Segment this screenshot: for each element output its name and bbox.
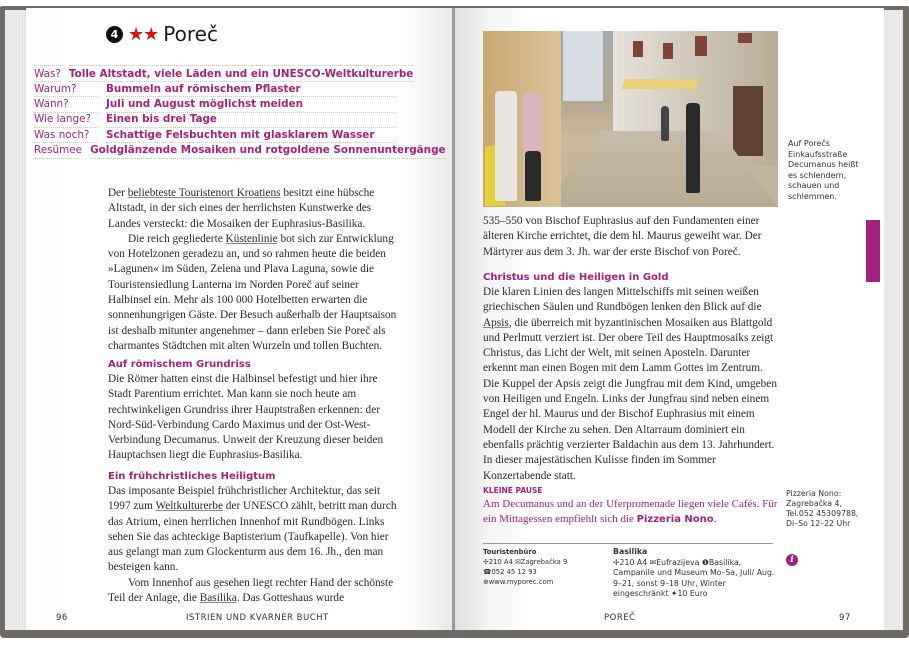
photo-person [495, 91, 517, 201]
text: . [713, 512, 717, 525]
info-title: Basilika [613, 547, 648, 556]
page-title [106, 22, 218, 46]
fact-label: Was noch? [34, 127, 98, 143]
fact-row [34, 66, 414, 81]
text: der UNESCO zählt, betritt man durch das Atrium, einen herrlichen Innenhof mit Rundbögen. Links sehen Sie das achteckige Baptisterium (Taufkapelle). Von hier aus gelangt man zum Glockenturm aus dem 16. Jh., den man besteigen kann. [108, 500, 397, 574]
info-icon: i [786, 554, 798, 566]
text: Die klaren Linien des langen Mittelschiffs mit seinen weißen griechischen Säulen und Rundbögen lenken den Blick auf die [483, 286, 762, 314]
page-edges-left [5, 10, 27, 630]
text: , die überreich mit byzantinischen Mosaiken aus Blattgold und Perlmutt verziert ist. Der obere Teil des Hauptmosaiks zeigt Christus, das Licht der Welt, mit seinen Aposteln. Darunter erkennt man einen Bogen mit dem Lamm Gottes im Zentrum. Die Kuppel der Apsis zeigt die Jungfrau mit dem Kind, umgeben von Heiligen und Engeln. Links der Jungfrau sind neben einem Engel der hl. Maurus und der Bischof Euphrasius mit einem Modell der Kirche zu sehen. Den Altarraum dominiert ein ebenfalls prächtig verzierter Baldachin aus dem 13. Jahrhundert. In dieser majestätischen Kulisse finden im Sommer Konzertabende statt. [483, 316, 777, 482]
info-line: ✢210 A4 ✉Eufrazijeva ❶Basilika, Campanile und Museum Mo–Sa, Juli/ Aug. 9–21, sonst 9–18 Uhr, Winter eingeschränkt ✦10 Euro [613, 557, 775, 598]
fact-row [34, 112, 396, 127]
info-line: Di–So 12–22 Uhr [786, 519, 851, 528]
photo-caption: Auf Porečs Einkaufsstraße Decumanus heißt es schlendern, schauen und schlemmen. [788, 139, 859, 201]
pause-highlight: Pizzeria Nono [636, 513, 714, 525]
photo-person [686, 103, 700, 193]
section-paragraph-2 [108, 576, 398, 607]
section-paragraph: Die Römer hatten einst die Halbinsel befestigt und hier ihre Stadt Parentium errichtet. Man kann sie noch heute am rechtwinkeligen Grundriss ihrer Hauptstraßen erkennen: der Nord-Süd-Verbindung Cardo Maximus und der Ost-West-Verbindung Decumanus. Unweit der Kreuzung dieser beiden Hauptachsen liegt die Euphrasius-Basilika. [108, 373, 384, 462]
kleine-pause-box [483, 486, 778, 527]
fact-value: Bummeln auf römischem Pflaster [106, 81, 396, 97]
number-badge: 4 [106, 26, 123, 43]
text: . Das Gotteshaus wurde [236, 592, 345, 605]
photo-window [633, 41, 643, 57]
info-line: ☎052 45 12 93 ⊕www.myporec.com [483, 568, 554, 586]
section-paragraph [483, 285, 778, 484]
fact-row [34, 143, 446, 158]
pause-text [483, 497, 778, 527]
street-photo [483, 31, 778, 207]
fact-value: Einen bis drei Tage [106, 112, 396, 128]
pizzeria-info [786, 489, 876, 529]
book-gutter [452, 8, 455, 630]
fact-value: Juli und August möglichst meiden [106, 96, 396, 112]
fact-value: Tolle Altstadt, viele Läden und ein UNESCO-Weltkulturerbe [69, 65, 413, 82]
running-head-right: POREČ [604, 613, 636, 623]
quick-facts-table [34, 66, 446, 158]
section-early-christian [108, 470, 398, 606]
page-number-left: 96 [56, 613, 68, 623]
photo-person [661, 106, 669, 141]
glossary-link[interactable]: Basilika [199, 592, 237, 605]
tourist-office-info [483, 547, 603, 587]
fact-row [34, 81, 396, 96]
glossary-link[interactable]: Weltkulturerbe [155, 500, 223, 513]
photo-door [733, 86, 763, 156]
fact-label: Wie lange? [34, 112, 98, 128]
text: Am Decumanus und an der Uferpromenade liegen viele Cafés. Für ein Mittagessen empfiehlt sich die [483, 498, 778, 525]
continued-text: 535–550 von Bischof Euphrasius auf den Fundamenten einer älteren Kirche errichtet, die dem hl. Maurus geweiht war. Der Märtyrer aus dem 3. Jh. war der erste Bischof von Poreč. [483, 215, 762, 258]
glossary-link[interactable]: beliebteste Touristenort Kroatiens [127, 187, 281, 199]
section-heading: Auf römischem Grundriss [108, 359, 251, 370]
text: bot sich zur Entwicklung von Hotelzonen geradezu an, und so rahmen heute die beiden »Lagunen« im Süden, Zelena und Plava Laguna, sowie die Touristensiedlung Lanterna im Norden Poreč auf seiner Halbinsel ein. Mehr als 100 000 Hotelbetten erwarten die sonnenhungrigen Gäste. Der Besuch außerhalb der Hauptsaison ist deshalb mitunter angenehmer – dann erleben Sie Poreč als charmantes Städtchen mit alten Wurzeln und tollen Buchten. [108, 232, 397, 352]
fact-value: Schattige Felsbuchten mit glasklarem Wasser [106, 127, 396, 143]
info-line: Tel.052 45309788, [786, 509, 859, 518]
photo-awning [621, 79, 700, 89]
page-edges-right [882, 10, 903, 630]
text: Der [108, 187, 128, 199]
intro-paragraph-2 [108, 232, 398, 354]
photo-person [525, 151, 541, 201]
star-rating-icon: ★★ [128, 23, 159, 45]
glossary-link[interactable]: Apsis [483, 316, 509, 329]
section-mosaics [483, 271, 778, 484]
text: Die reich gegliederte [128, 232, 226, 245]
page-number-right: 97 [839, 613, 851, 623]
fact-label: Was? [34, 65, 61, 82]
photo-sky [563, 31, 603, 101]
fact-row [34, 97, 396, 112]
text: besitzt eine hübsche Altstadt, in der sich eines der herrlichsten Kunstwerke des Landes versteckt: die Mosaiken der Euphrasius-Basilika. [108, 187, 375, 230]
intro-text [108, 186, 398, 354]
photo-window [663, 43, 673, 59]
photo-window [695, 36, 707, 56]
info-line: Pizzeria Nono: [786, 489, 842, 498]
section-roman-grid [108, 358, 398, 464]
glossary-link[interactable]: Küstenlinie [225, 232, 278, 245]
fact-label: Resümee [34, 142, 82, 158]
chapter-tab-marker [866, 220, 880, 282]
title-text: Poreč [163, 22, 218, 46]
info-title: Touristenbüro [483, 548, 537, 556]
pause-label: KLEINE PAUSE [483, 486, 543, 495]
section-heading: Christus und die Heiligen in Gold [483, 272, 669, 283]
text: Vom Innenhof aus gesehen liegt rechter Hand der schönste Teil der Anlage, die [108, 576, 394, 605]
fact-row [34, 128, 396, 143]
fact-label: Wann? [34, 96, 98, 112]
fact-label: Warum? [34, 81, 98, 97]
text: Das imposante Beispiel frühchristlicher Architektur, das seit 1997 zum [108, 485, 381, 513]
info-line: ✢210 A4 ✉Zagrebačka 9 [483, 558, 568, 566]
intro-paragraph-1 [108, 186, 398, 232]
fact-value: Goldglänzende Mosaiken und rotgoldene Sonnenuntergänge [90, 142, 446, 158]
running-head-left: ISTRIEN UND KVARNER BUCHT [186, 613, 329, 623]
basilika-info [613, 547, 783, 600]
photo-window [738, 33, 752, 43]
section-paragraph-1 [108, 484, 398, 576]
section-heading: Ein frühchristliches Heiligtum [108, 471, 276, 482]
info-line: Zagrebačka 4, [786, 499, 842, 508]
divider [483, 543, 773, 544]
